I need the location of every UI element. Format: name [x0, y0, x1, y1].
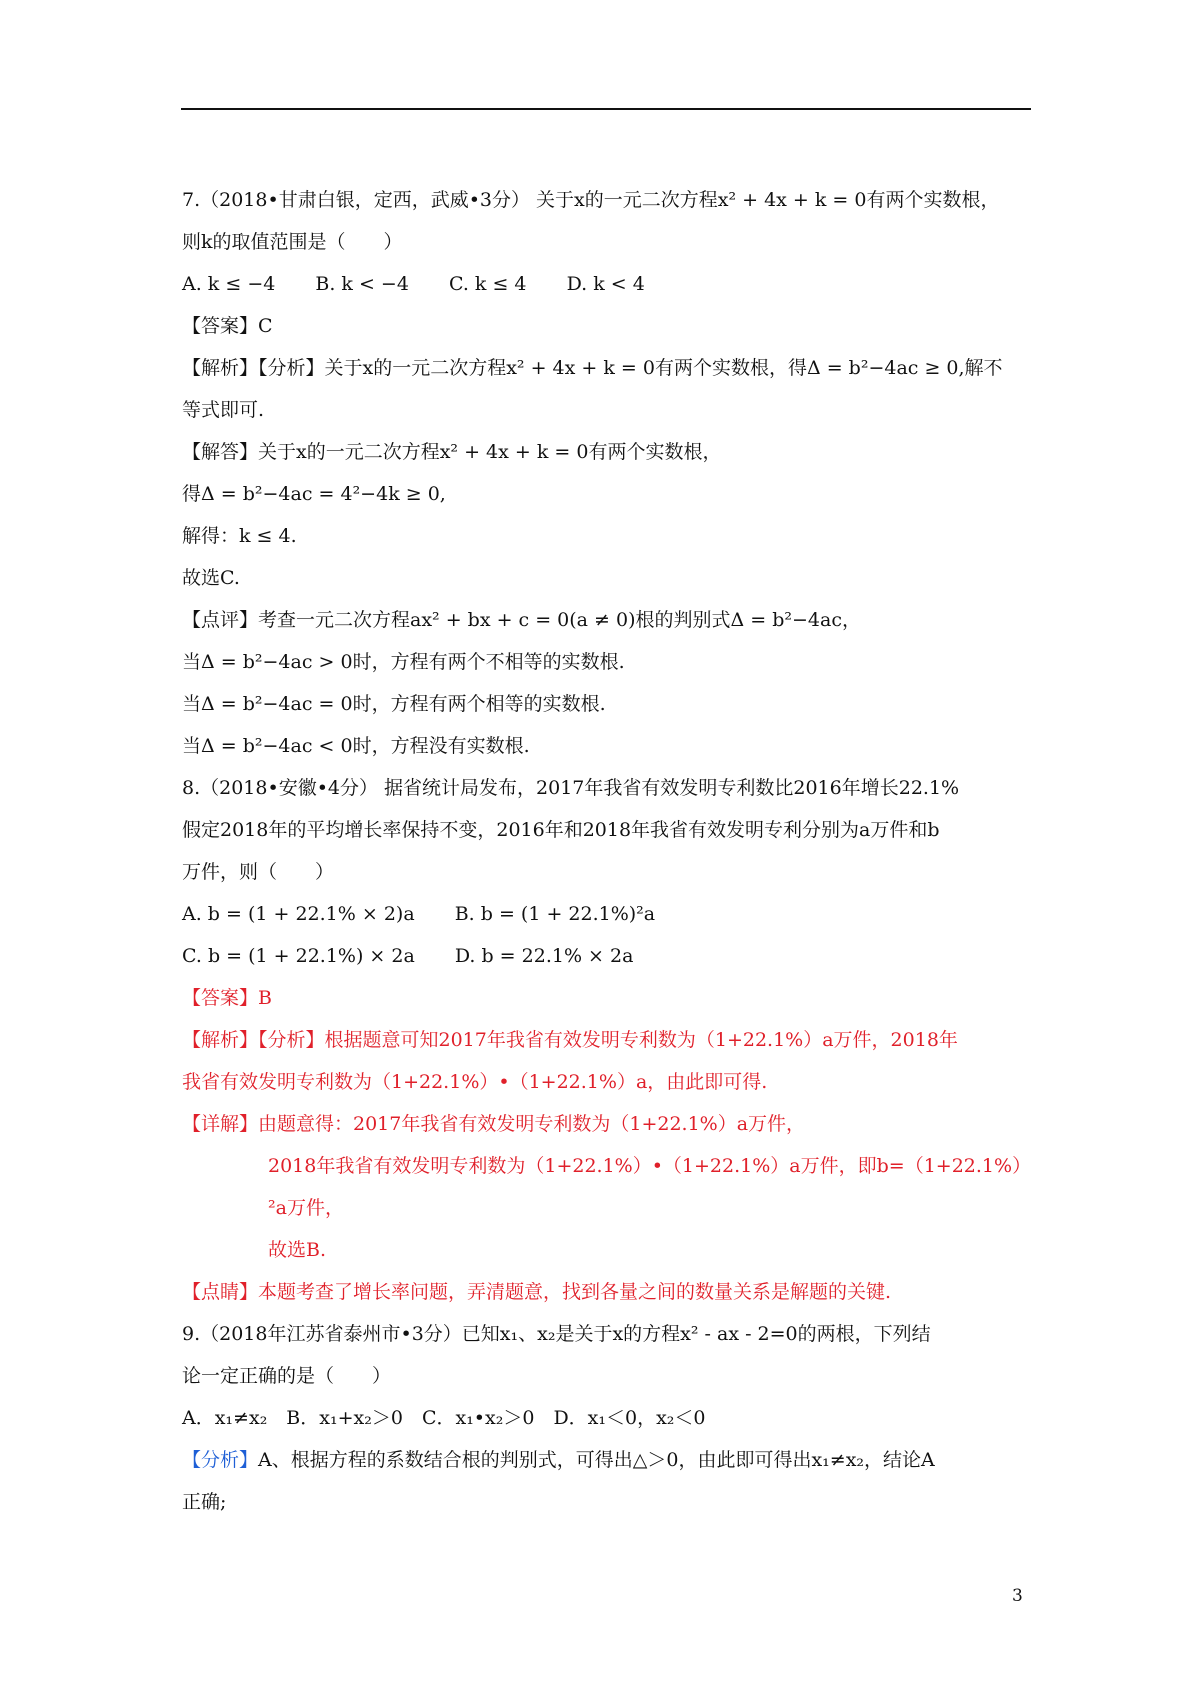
q7-answer: 【答案】C — [182, 315, 273, 337]
q7-stem-line2: 则k的取值范围是（ ） — [182, 231, 403, 253]
q9-analysis-line2: 正确; — [182, 1491, 227, 1513]
q9-options: A．x₁≠x₂ B．x₁+x₂＞0 C．x₁•x₂＞0 D．x₁＜0，x₂＜0 — [182, 1407, 706, 1429]
q8-detail-line2: 2018年我省有效发明专利数为（1+22.1%）•（1+22.1%）a万件，即b=（1+22.1%） — [268, 1155, 1032, 1177]
q9-stem-line2: 论一定正确的是（ ） — [182, 1365, 392, 1387]
q8-options-row2 — [182, 944, 667, 968]
q7-option-c: C. k ≤ 4 — [448, 273, 527, 295]
q8-stem-line3: 万件，则（ ） — [182, 861, 335, 883]
q8-option-a: A. b = (1 + 22.1% × 2)a — [182, 903, 415, 925]
q9-analysis-text: A、根据方程的系数结合根的判别式，可得出△＞0，由此即可得出x₁≠x₂，结论A — [258, 1449, 935, 1471]
q7-option-d: D. k < 4 — [566, 273, 645, 295]
q7-option-b: B. k < −4 — [315, 273, 409, 295]
q8-option-b: B. b = (1 + 22.1%)²a — [454, 903, 656, 925]
q8-detail-line4: 故选B. — [268, 1239, 327, 1261]
q7-analysis-line2: 等式即可. — [182, 399, 265, 421]
q8-stem-line1: 8.（2018•安徽•4分） 据省统计局发布，2017年我省有效发明专利数比2016年增长22.1% — [182, 777, 960, 799]
q7-comment-line1: 【点评】考查一元二次方程ax² + bx + c = 0(a ≠ 0)根的判别式Δ = b²−4ac， — [182, 609, 861, 631]
q7-comment-line2: 当Δ = b²−4ac > 0时，方程有两个不相等的实数根. — [182, 651, 625, 673]
q7-analysis-line1: 【解析】【分析】关于x的一元二次方程x² + 4x + k = 0有两个实数根，得Δ = b²−4ac ≥ 0,解不 — [182, 357, 1003, 379]
q7-solution-line4: 故选C. — [182, 567, 240, 589]
q7-option-a: A. k ≤ −4 — [182, 273, 276, 295]
q8-detail-line1: 【详解】由题意得：2017年我省有效发明专利数为（1+22.1%）a万件， — [182, 1113, 806, 1135]
q7-solution-line1: 【解答】关于x的一元二次方程x² + 4x + k = 0有两个实数根， — [182, 441, 722, 463]
q8-analysis-line1: 【解析】【分析】根据题意可知2017年我省有效发明专利数为（1+22.1%）a万件，2018年 — [182, 1029, 958, 1051]
q8-options-row1 — [182, 902, 689, 926]
q8-detail-line3: ²a万件， — [268, 1197, 344, 1219]
header-rule — [181, 108, 1031, 110]
q7-options — [182, 272, 679, 296]
q8-option-d: D. b = 22.1% × 2a — [454, 945, 634, 967]
q7-comment-line3: 当Δ = b²−4ac = 0时，方程有两个相等的实数根. — [182, 693, 606, 715]
q8-answer: 【答案】B — [182, 987, 272, 1009]
q7-solution-line3: 解得：k ≤ 4. — [182, 525, 297, 547]
q8-note: 【点睛】本题考查了增长率问题，弄清题意，找到各量之间的数量关系是解题的关键. — [182, 1281, 892, 1303]
q7-stem-line1: 7.（2018•甘肃白银，定西，武威•3分） 关于x的一元二次方程x² + 4x + k = 0有两个实数根， — [182, 189, 1000, 211]
q8-analysis-line2: 我省有效发明专利数为（1+22.1%）•（1+22.1%）a，由此即可得. — [182, 1071, 768, 1093]
q7-solution-line2: 得Δ = b²−4ac = 4²−4k ≥ 0, — [182, 483, 446, 505]
q8-stem-line2: 假定2018年的平均增长率保持不变，2016年和2018年我省有效发明专利分别为a万件和b — [182, 819, 940, 841]
q7-comment-line4: 当Δ = b²−4ac < 0时，方程没有实数根. — [182, 735, 530, 757]
page-number: 3 — [1012, 1586, 1023, 1606]
q9-stem-line1: 9.（2018年江苏省泰州市•3分）已知x₁、x₂是关于x的方程x² - ax - 2=0的两根，下列结 — [182, 1323, 931, 1345]
q9-analysis-line1 — [182, 1448, 935, 1472]
q9-analysis-label: 【分析】 — [182, 1449, 259, 1471]
q8-option-c: C. b = (1 + 22.1%) × 2a — [182, 945, 415, 967]
